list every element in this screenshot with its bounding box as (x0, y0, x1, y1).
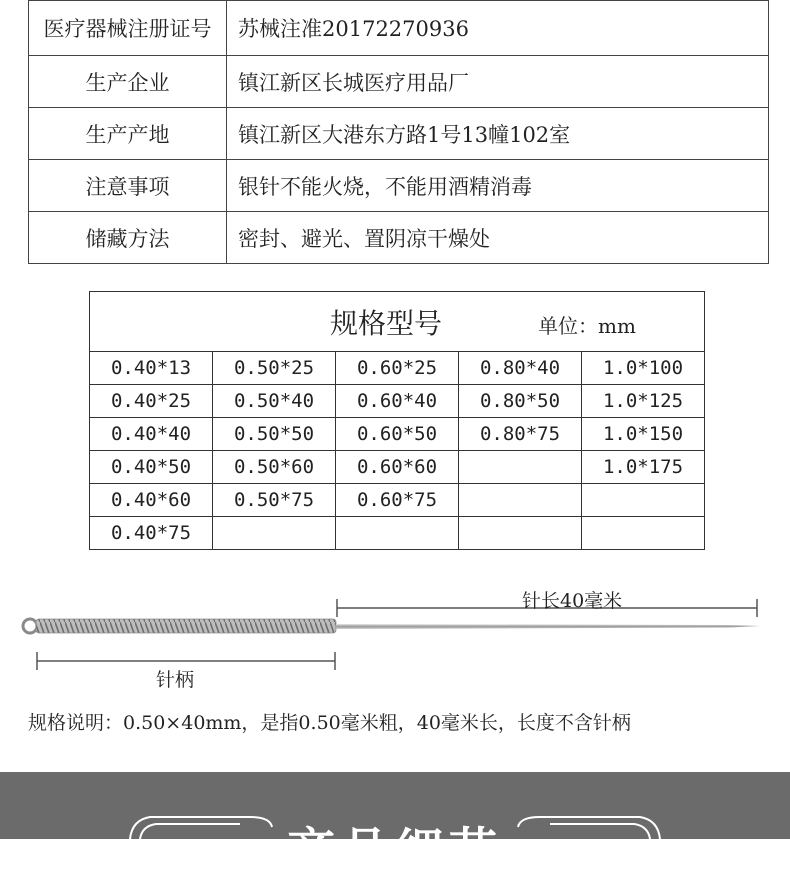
spec-cell: 1.0*100 (582, 352, 705, 385)
spec-cell: 1.0*150 (582, 418, 705, 451)
info-row-storage (29, 212, 769, 264)
spec-cell: 0.40*13 (90, 352, 213, 385)
spec-cell (213, 517, 336, 550)
spec-cell: 0.40*40 (90, 418, 213, 451)
spec-cell: 0.80*50 (459, 385, 582, 418)
spec-cell (582, 484, 705, 517)
spec-cell: 0.40*25 (90, 385, 213, 418)
info-label: 医疗器械注册证号 (29, 1, 227, 56)
spec-cell: 0.60*25 (336, 352, 459, 385)
info-label: 生产企业 (29, 56, 227, 108)
spec-cell: 0.60*50 (336, 418, 459, 451)
spec-row (90, 418, 705, 451)
info-label: 注意事项 (29, 160, 227, 212)
info-label: 生产产地 (29, 108, 227, 160)
spec-cell: 0.50*75 (213, 484, 336, 517)
info-value: 镇江新区长城医疗用品厂 (227, 56, 769, 108)
spec-unit: 单位：mm (538, 313, 636, 338)
info-value: 镇江新区大港东方路1号13幢102室 (227, 108, 769, 160)
info-row-registration (29, 1, 769, 56)
spec-row (90, 352, 705, 385)
spec-cell: 0.50*25 (213, 352, 336, 385)
needle-handle (36, 619, 336, 633)
info-row-cautions (29, 160, 769, 212)
spec-cell: 0.40*60 (90, 484, 213, 517)
spec-row (90, 385, 705, 418)
spec-title: 规格型号 (330, 306, 443, 340)
needle-shaft (336, 624, 760, 629)
spec-header-row (90, 292, 705, 352)
spec-cell: 0.80*75 (459, 418, 582, 451)
info-value: 密封、避光、置阴凉干燥处 (227, 212, 769, 264)
product-info-table (28, 0, 769, 264)
spec-cell: 0.60*60 (336, 451, 459, 484)
spec-row (90, 484, 705, 517)
spec-note: 规格说明：0.50×40mm，是指0.50毫米粗，40毫米长，长度不含针柄 (28, 712, 631, 734)
spec-cell (582, 517, 705, 550)
spec-cell: 1.0*175 (582, 451, 705, 484)
spec-cell (336, 517, 459, 550)
info-row-origin (29, 108, 769, 160)
spec-cell: 1.0*125 (582, 385, 705, 418)
info-value: 银针不能火烧，不能用酒精消毒 (227, 160, 769, 212)
needle-length-label: 针长40毫米 (522, 590, 623, 612)
spec-row (90, 451, 705, 484)
section-banner (0, 772, 790, 879)
spec-table (89, 291, 705, 550)
handle-label: 针柄 (156, 669, 195, 691)
needle-loop (23, 619, 37, 633)
spec-cell: 0.80*40 (459, 352, 582, 385)
spec-cell: 0.50*50 (213, 418, 336, 451)
spec-cell (459, 484, 582, 517)
spec-cell: 0.40*75 (90, 517, 213, 550)
spec-header (90, 292, 705, 352)
banner-title: 产品细节 (286, 823, 503, 879)
spec-row (90, 517, 705, 550)
needle-diagram (0, 580, 790, 675)
spec-cell: 0.40*50 (90, 451, 213, 484)
info-row-manufacturer (29, 56, 769, 108)
spec-cell: 0.60*40 (336, 385, 459, 418)
spec-cell: 0.50*60 (213, 451, 336, 484)
spec-cell (459, 451, 582, 484)
info-label: 储藏方法 (29, 212, 227, 264)
info-value: 苏械注准20172270936 (227, 1, 769, 56)
spec-cell: 0.60*75 (336, 484, 459, 517)
spec-cell (459, 517, 582, 550)
spec-cell: 0.50*40 (213, 385, 336, 418)
